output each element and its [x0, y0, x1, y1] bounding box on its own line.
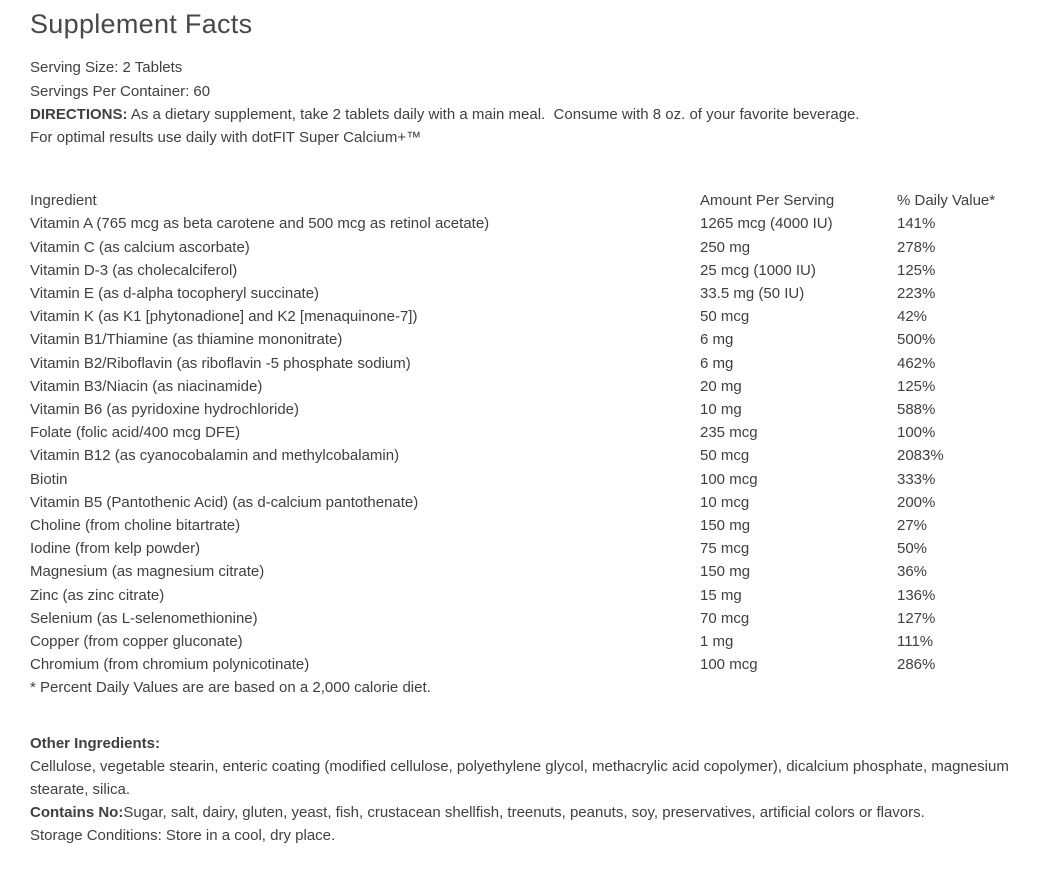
- contains-no-text: Sugar, salt, dairy, gluten, yeast, fish, crustacean shellfish, treenuts, peanuts, soy, preservatives, artificial colors or flavors.: [123, 804, 925, 822]
- table-row: [30, 259, 1030, 282]
- ingredient-name: Chromium (from chromium polynicotinate): [30, 656, 310, 674]
- optimal-results-note: For optimal results use daily with dotFIT Super Calcium+™: [30, 129, 422, 146]
- ingredient-name: Vitamin D-3 (as cholecalciferol): [30, 261, 238, 279]
- amount-per-serving: 20 mg: [700, 377, 742, 395]
- table-row: [30, 653, 1030, 676]
- ingredient-name: Vitamin B12 (as cyanocobalamin and methylcobalamin): [30, 447, 400, 465]
- daily-value: 333%: [897, 470, 936, 488]
- amount-per-serving: 6 mg: [700, 354, 734, 372]
- amount-per-serving: 150 mg: [700, 517, 751, 535]
- ingredient-name: Choline (from choline bitartrate): [30, 517, 241, 535]
- amount-per-serving: 100 mcg: [700, 470, 758, 488]
- page-title: Supplement Facts: [30, 9, 253, 39]
- amount-per-serving: 10 mg: [700, 401, 742, 419]
- amount-per-serving: 75 mcg: [700, 540, 750, 558]
- amount-per-serving: 50 mcg: [700, 447, 750, 465]
- table-row: [30, 444, 1030, 467]
- other-ingredients-text: Cellulose, vegetable stearin, enteric coating (modified cellulose, polyethylene glycol, methacrylic acid copolymer), dicalcium phosphate, magnesium stearate, silica.: [30, 757, 1009, 799]
- ingredient-name: Vitamin C (as calcium ascorbate): [30, 238, 250, 256]
- table-row: [30, 212, 1030, 235]
- table-row: [30, 236, 1030, 259]
- ingredient-name: Vitamin B1/Thiamine (as thiamine mononitrate): [30, 331, 343, 349]
- table-row: [30, 607, 1030, 630]
- amount-per-serving: 33.5 mg (50 IU): [700, 285, 805, 303]
- amount-per-serving: 70 mcg: [700, 609, 750, 627]
- ingredient-name: Vitamin E (as d-alpha tocopheryl succinate): [30, 285, 320, 303]
- table-row: [30, 398, 1030, 421]
- ingredient-name: Vitamin B6 (as pyridoxine hydrochloride): [30, 401, 300, 419]
- daily-value: 100%: [897, 424, 936, 442]
- daily-value: 50%: [897, 540, 928, 558]
- daily-value: 278%: [897, 238, 936, 256]
- daily-value: 588%: [897, 401, 936, 419]
- amount-per-serving: 15 mg: [700, 586, 742, 604]
- daily-value: 200%: [897, 493, 936, 511]
- column-header-ingredient: Ingredient: [30, 192, 97, 210]
- amount-per-serving: 25 mcg (1000 IU): [700, 261, 816, 279]
- daily-value: 125%: [897, 261, 936, 279]
- ingredients-table-body: [30, 212, 1030, 676]
- table-row: [30, 468, 1030, 491]
- table-row: [30, 630, 1030, 653]
- table-row: [30, 375, 1030, 398]
- amount-per-serving: 250 mg: [700, 238, 751, 256]
- table-row: [30, 352, 1030, 375]
- servings-per-container: Servings Per Container: 60: [30, 82, 211, 100]
- amount-per-serving: 100 mcg: [700, 656, 758, 674]
- table-row: [30, 282, 1030, 305]
- amount-per-serving: 235 mcg: [700, 424, 758, 442]
- contains-no: [30, 801, 1030, 824]
- ingredient-name: Selenium (as L-selenomethionine): [30, 609, 258, 627]
- ingredient-name: Biotin: [30, 470, 68, 488]
- daily-value: 111%: [897, 633, 934, 651]
- directions: [30, 103, 1030, 126]
- daily-value: 141%: [897, 215, 936, 233]
- serving-size: Serving Size: 2 Tablets: [30, 59, 183, 77]
- daily-value: 127%: [897, 609, 936, 627]
- daily-value: 125%: [897, 377, 936, 395]
- table-row: [30, 560, 1030, 583]
- other-ingredients-label: Other Ingredients:: [30, 734, 161, 752]
- table-row: [30, 421, 1030, 444]
- table-row: [30, 305, 1030, 328]
- ingredient-name: Vitamin B5 (Pantothenic Acid) (as d-calcium pantothenate): [30, 493, 419, 511]
- ingredient-name: Vitamin B2/Riboflavin (as riboflavin -5 phosphate sodium): [30, 354, 411, 372]
- ingredient-name: Iodine (from kelp powder): [30, 540, 201, 558]
- daily-value: 42%: [897, 308, 928, 326]
- table-header-row: [30, 189, 1030, 212]
- daily-value: 36%: [897, 563, 928, 581]
- column-header-amount-per-serving: Amount Per Serving: [700, 192, 835, 210]
- daily-value: 136%: [897, 586, 936, 604]
- daily-value: 286%: [897, 656, 936, 674]
- daily-value: 462%: [897, 354, 936, 372]
- daily-value-footnote: * Percent Daily Values are are based on a 2,000 calorie diet.: [30, 679, 431, 697]
- ingredient-name: Magnesium (as magnesium citrate): [30, 563, 265, 581]
- amount-per-serving: 1 mg: [700, 633, 734, 651]
- ingredient-name: Copper (from copper gluconate): [30, 633, 243, 651]
- storage-conditions: Storage Conditions: Store in a cool, dry place.: [30, 827, 336, 845]
- daily-value: 2083%: [897, 447, 944, 465]
- column-header-daily-value: % Daily Value*: [897, 192, 996, 210]
- ingredient-name: Vitamin K (as K1 [phytonadione] and K2 [menaquinone-7]): [30, 308, 418, 326]
- amount-per-serving: 6 mg: [700, 331, 734, 349]
- table-row: [30, 584, 1030, 607]
- amount-per-serving: 10 mcg: [700, 493, 750, 511]
- ingredients-table: [30, 189, 1030, 699]
- daily-value: 27%: [897, 517, 928, 535]
- contains-no-label: Contains No:: [30, 804, 124, 822]
- table-row: [30, 537, 1030, 560]
- directions-label: DIRECTIONS:: [30, 105, 128, 123]
- amount-per-serving: 1265 mcg (4000 IU): [700, 215, 833, 233]
- ingredient-name: Vitamin B3/Niacin (as niacinamide): [30, 377, 263, 395]
- amount-per-serving: 150 mg: [700, 563, 751, 581]
- table-row: [30, 514, 1030, 537]
- ingredient-name: Folate (folic acid/400 mcg DFE): [30, 424, 241, 442]
- directions-text: As a dietary supplement, take 2 tablets daily with a main meal. Consume with 8 oz. of your favorite beverage.: [127, 105, 860, 123]
- daily-value: 223%: [897, 285, 936, 303]
- other-ingredients-section: [30, 732, 1030, 848]
- table-row: [30, 491, 1030, 514]
- table-row: [30, 328, 1030, 351]
- amount-per-serving: 50 mcg: [700, 308, 750, 326]
- ingredient-name: Zinc (as zinc citrate): [30, 586, 165, 604]
- ingredient-name: Vitamin A (765 mcg as beta carotene and 500 mcg as retinol acetate): [30, 215, 490, 233]
- daily-value: 500%: [897, 331, 936, 349]
